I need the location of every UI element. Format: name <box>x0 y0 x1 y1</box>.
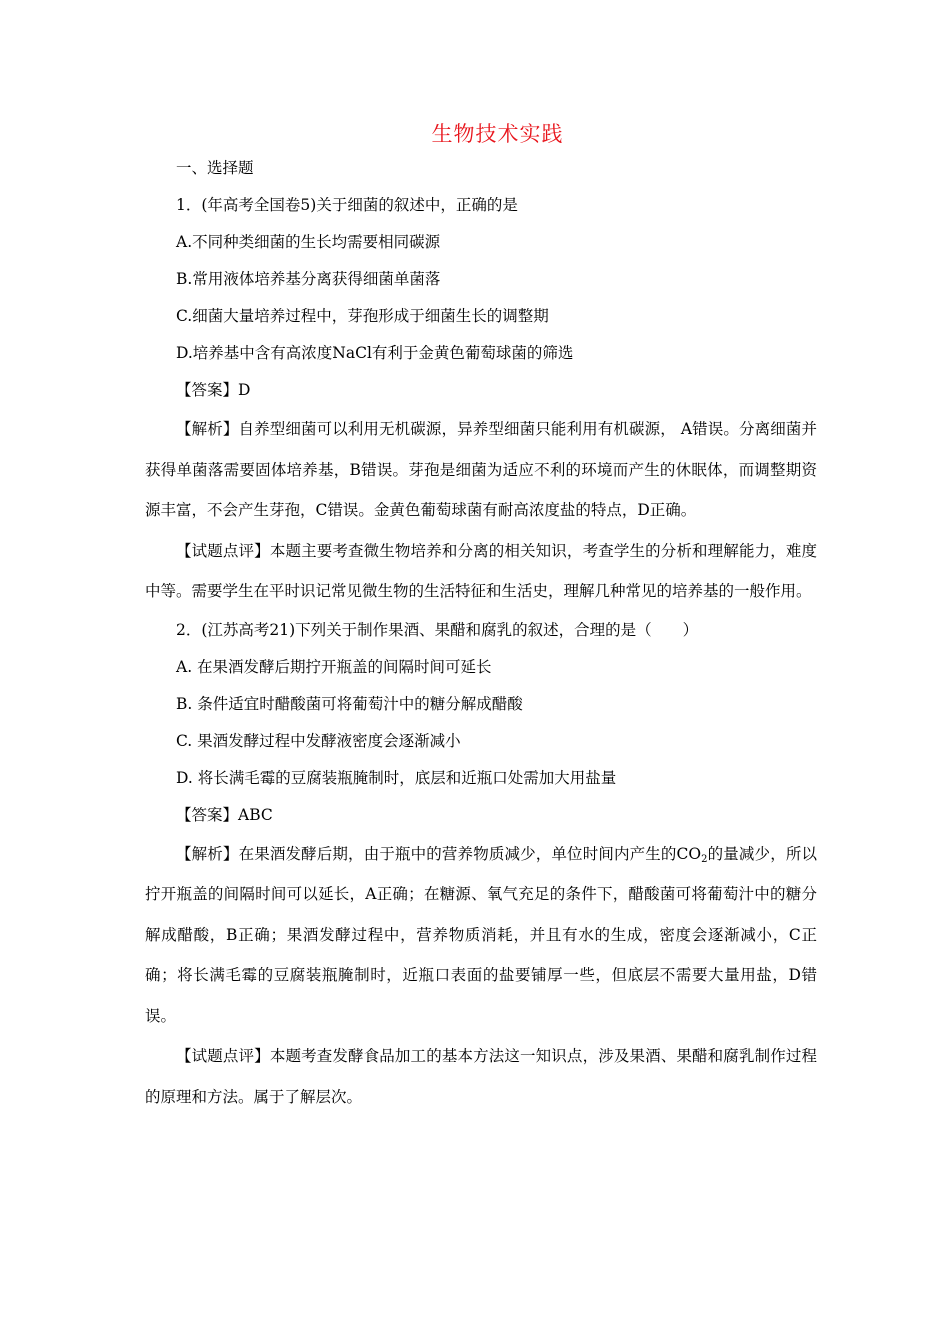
question-1-option-a: A.不同种类细菌的生长均需要相同碳源 <box>176 233 441 251</box>
question-1-stem: 1．(年高考全国卷5)关于细菌的叙述中，正确的是 <box>176 196 518 214</box>
question-2-option-d: D. 将长满毛霉的豆腐装瓶腌制时，底层和近瓶口处需加大用盐量 <box>176 768 617 787</box>
document-body <box>145 150 817 1117</box>
co2-subscript: 2 <box>701 853 708 865</box>
question-2-analysis <box>145 834 817 1037</box>
question-2-comment: 【试题点评】本题考查发酵食品加工的基本方法这一知识点，涉及果酒、果醋和腐乳制作过程的原理和方法。属于了解层次。 <box>145 1047 817 1106</box>
document-title: 生物技术实践 <box>431 122 564 146</box>
question-2-option-a: A. 在果酒发酵后期拧开瓶盖的间隔时间可延长 <box>176 657 492 676</box>
question-1-option-b: B.常用液体培养基分离获得细菌单菌落 <box>176 270 441 288</box>
question-1-analysis: 【解析】自养型细菌可以利用无机碳源，异养型细菌只能利用有机碳源， A错误。分离细菌并获得单菌落需要固体培养基，B错误。芽孢是细菌为适应不利的环境而产生的休眠体，而调整期资源丰富，不会产生芽孢，C错误。金黄色葡萄球菌有耐高浓度盐的特点，D正确。 <box>145 420 817 519</box>
question-1-answer: 【答案】D <box>176 381 251 399</box>
question-1-option-d: D.培养基中含有高浓度NaCl有利于金黄色葡萄球菌的筛选 <box>176 344 574 362</box>
question-2-stem: 2．(江苏高考21)下列关于制作果酒、果醋和腐乳的叙述，合理的是（ ） <box>176 620 699 639</box>
section-heading: 一、选择题 <box>176 159 254 177</box>
analysis-text-after-subscript: 的量减少，所以拧开瓶盖的间隔时间可以延长，A正确；在糖源、氧气充足的条件下，醋酸菌可将葡萄汁中的糖分解成醋酸，B正确；果酒发酵过程中，营养物质消耗，并且有水的生成，密度会逐渐减小，C正确；将长满毛霉的豆腐装瓶腌制时，近瓶口表面的盐要铺厚一些，但底层不需要大量用盐，D错误。 <box>145 844 817 1025</box>
question-2-option-b: B. 条件适宜时醋酸菌可将葡萄汁中的糖分解成醋酸 <box>176 694 523 713</box>
analysis-text-before-subscript: 【解析】在果酒发酵后期，由于瓶中的营养物质减少，单位时间内产生的CO <box>176 844 702 863</box>
question-2-answer: 【答案】ABC <box>176 805 273 824</box>
question-2-option-c: C. 果酒发酵过程中发酵液密度会逐渐减小 <box>176 731 461 750</box>
question-1-comment: 【试题点评】本题主要考查微生物培养和分离的相关知识，考查学生的分析和理解能力，难度中等。需要学生在平时识记常见微生物的生活特征和生活史，理解几种常见的培养基的一般作用。 <box>145 541 817 600</box>
question-1-option-c: C.细菌大量培养过程中，芽孢形成于细菌生长的调整期 <box>176 307 549 325</box>
